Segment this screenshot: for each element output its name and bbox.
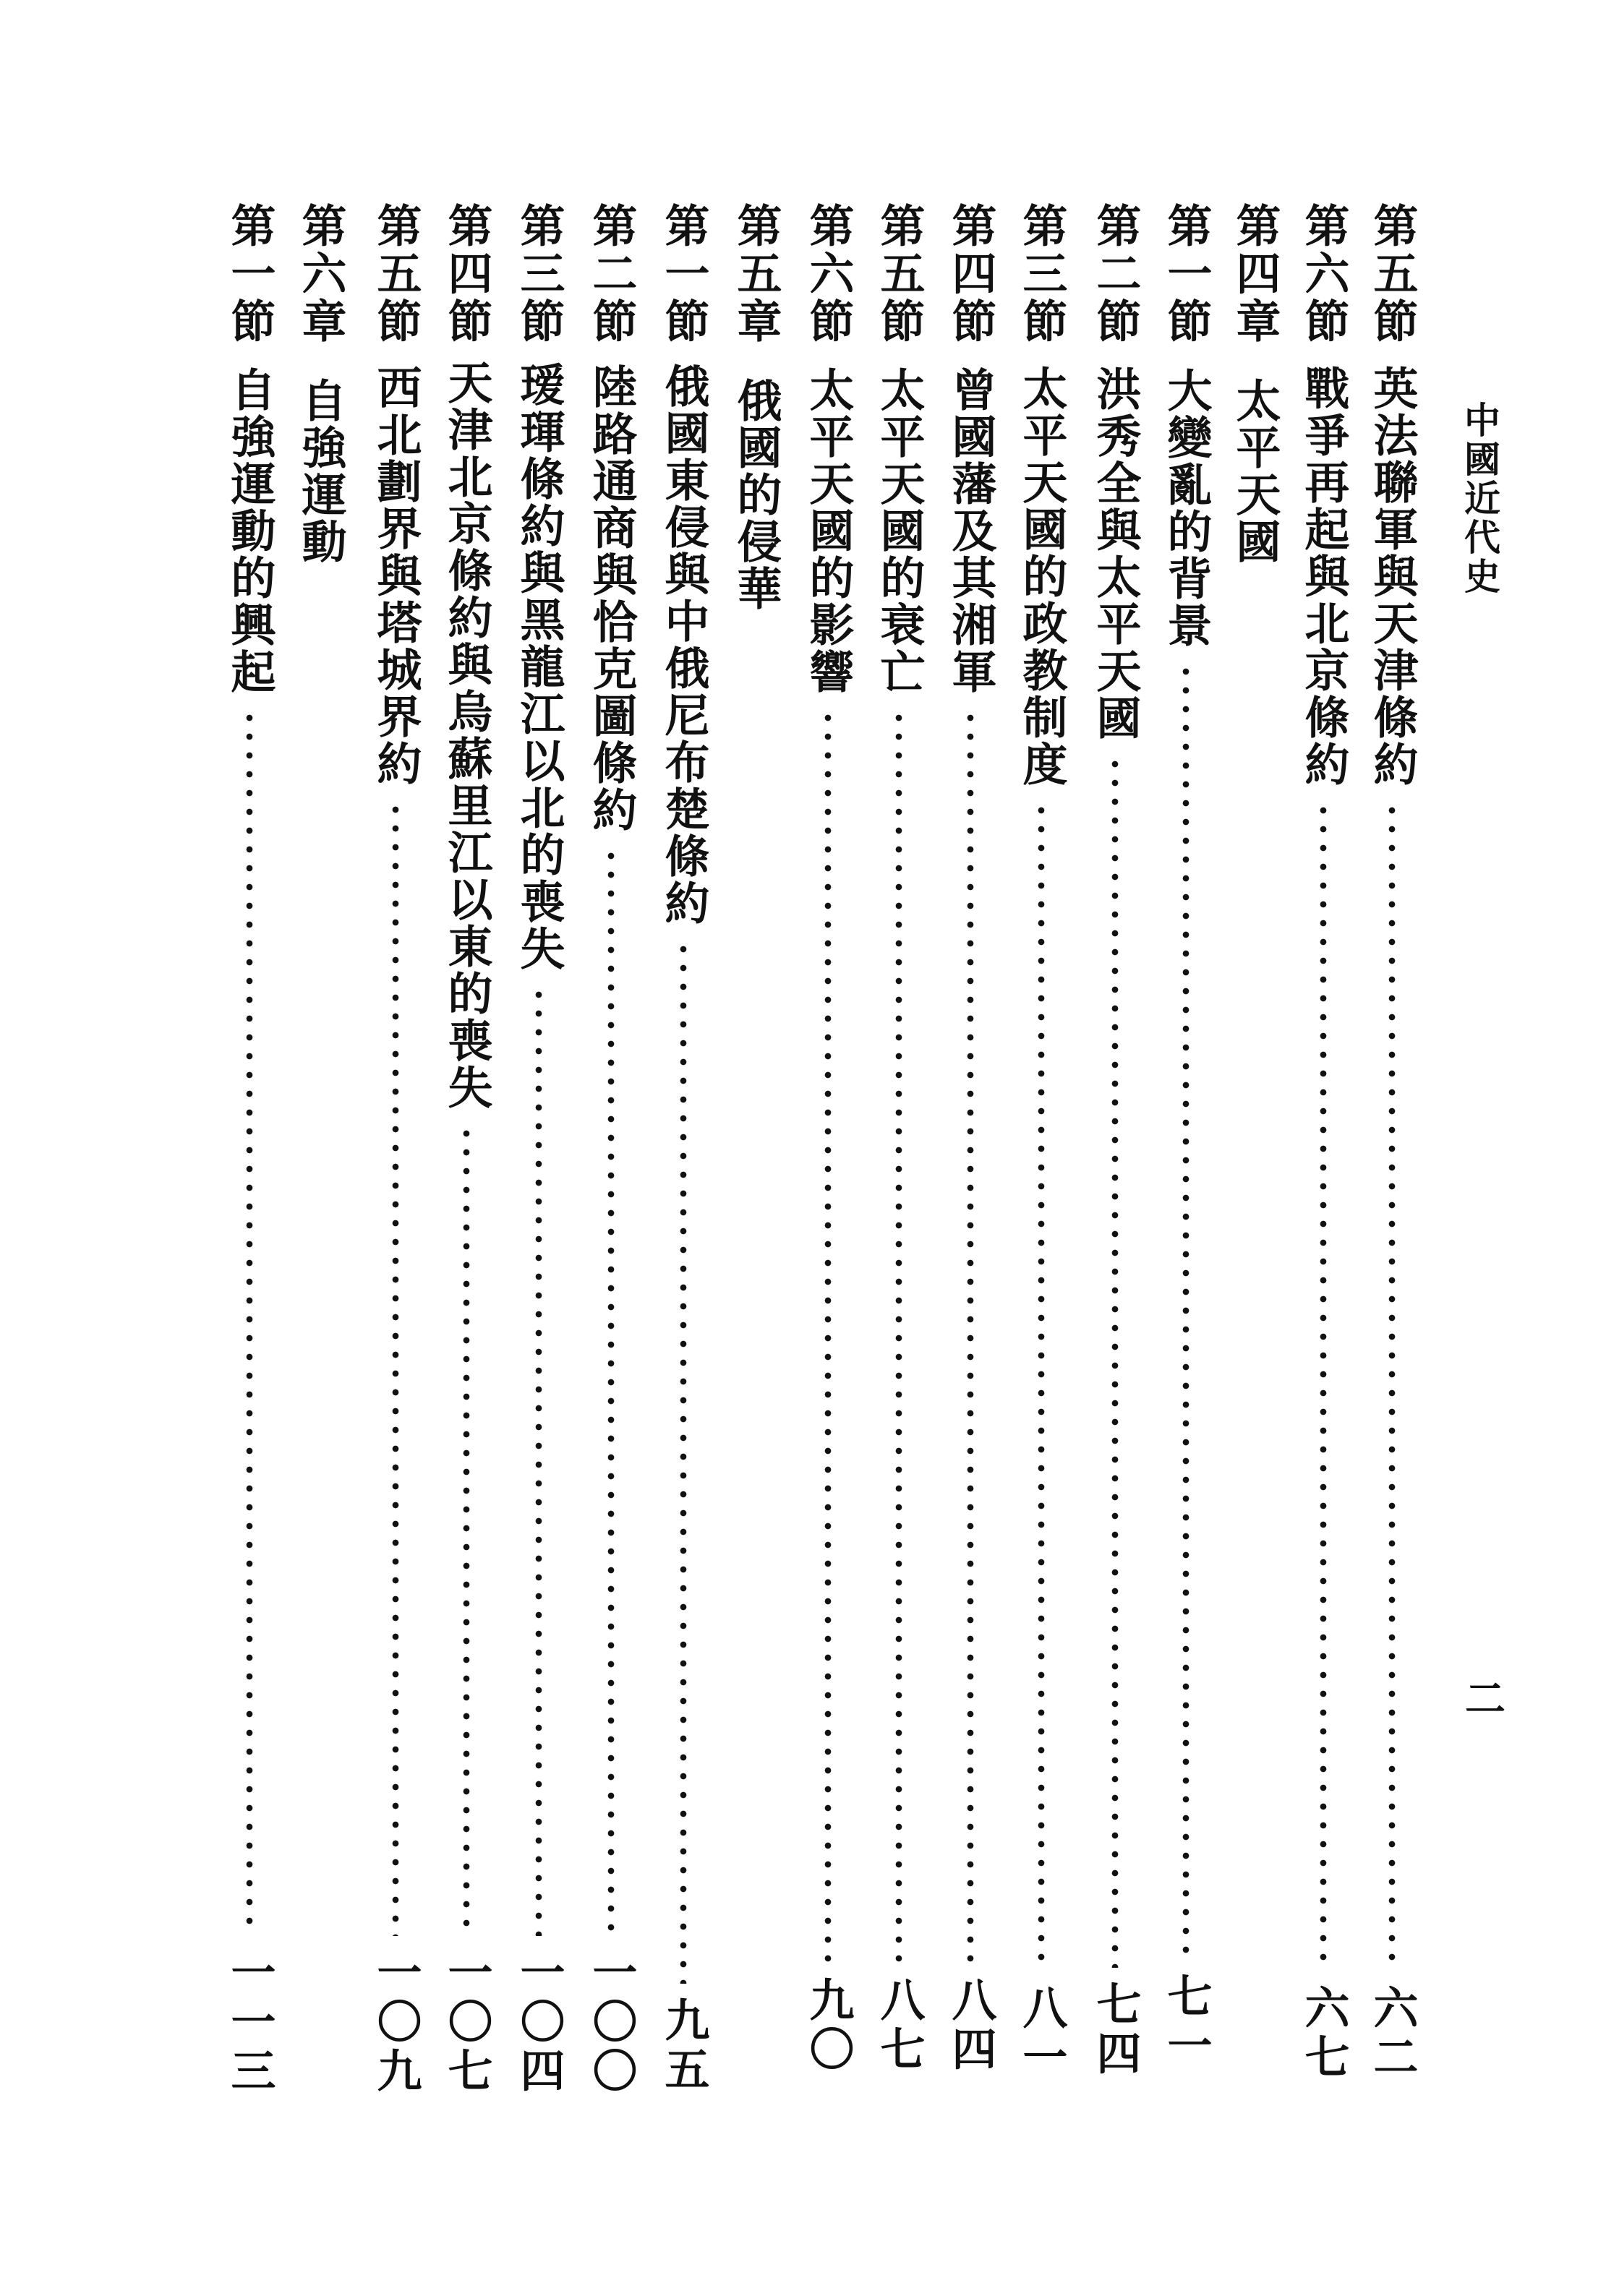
leader-dots — [244, 708, 255, 1936]
leader-dots — [1035, 801, 1047, 1971]
entry-page: 一〇九 — [369, 1949, 422, 2096]
leader-dots — [678, 940, 689, 1984]
entry-number: 第三節 — [513, 202, 565, 346]
toc-entry-3 — [1153, 202, 1218, 2096]
entry-page: 六七 — [1297, 1984, 1350, 2083]
toc-entry-7 — [866, 202, 931, 2096]
toc-entry-16 — [217, 202, 282, 2096]
entry-number: 第五節 — [873, 202, 926, 346]
entry-number: 第二節 — [1089, 202, 1142, 346]
chapter-number: 第四章 — [1229, 202, 1281, 346]
entry-page: 七四 — [1089, 1980, 1142, 2079]
entry-page: 八四 — [944, 1976, 997, 2076]
entry-page: 七一 — [1160, 1972, 1213, 2071]
entry-number: 第四節 — [440, 202, 493, 346]
entry-title: 西北劃界與塔城界約 — [369, 364, 422, 788]
entry-page: 六二 — [1366, 1984, 1419, 2083]
leader-dots — [461, 1124, 472, 1936]
chapter-title: 俄國的侵華 — [730, 377, 782, 612]
entry-number: 第六節 — [802, 202, 855, 346]
entry-number: 第一節 — [223, 202, 276, 346]
entry-title: 太平天國的政教制度 — [1015, 365, 1068, 789]
entry-title: 戰爭再起與北京條約 — [1297, 365, 1350, 789]
entry-page: 八一 — [1015, 1984, 1068, 2083]
entry-title: 陸路通商與恰克圖條約 — [585, 364, 638, 834]
toc-entry-11 — [578, 202, 644, 2096]
entry-page: 八七 — [873, 1976, 926, 2076]
chapter-number: 第六章 — [294, 202, 347, 346]
page-number: 二 — [1458, 1677, 1506, 1718]
entry-number: 第二節 — [585, 202, 638, 346]
entry-title: 瑷琿條約與黑龍江以北的喪失 — [513, 361, 565, 973]
toc-entry-12 — [506, 202, 571, 2096]
toc-chapter-6 — [288, 202, 353, 2096]
entry-number: 第一節 — [657, 202, 710, 346]
toc-chapter-4 — [1222, 202, 1287, 2096]
toc-entry-1 — [1291, 202, 1356, 2096]
entry-number: 第一節 — [1160, 202, 1213, 346]
entry-number: 第四節 — [944, 202, 997, 346]
chapter-number: 第五章 — [730, 202, 782, 346]
entry-number: 第五節 — [1366, 202, 1419, 346]
entry-page: 一〇七 — [440, 1949, 493, 2096]
running-title: 中國近代史 — [1458, 401, 1501, 596]
leader-dots — [390, 800, 401, 1936]
entry-title: 俄國東侵與中俄尼布楚條約 — [657, 363, 710, 928]
leader-dots — [822, 708, 834, 1963]
entry-number: 第五節 — [369, 202, 422, 346]
leader-dots — [1317, 801, 1329, 1971]
toc-chapter-5 — [723, 202, 788, 2096]
entry-page: 一〇四 — [513, 1949, 565, 2096]
entry-page: 一一三 — [223, 1949, 276, 2096]
leader-dots — [893, 708, 905, 1963]
leader-dots — [1386, 801, 1398, 1971]
chapter-title: 自強運動 — [294, 377, 347, 565]
toc-entry-0 — [1359, 202, 1424, 2096]
entry-title: 洪秀全與太平天國 — [1089, 366, 1142, 742]
entry-number: 第六節 — [1297, 202, 1350, 346]
toc-entry-5 — [1009, 202, 1074, 2096]
entry-page: 九〇 — [802, 1976, 855, 2076]
entry-title: 英法聯軍與天津條約 — [1366, 365, 1419, 789]
entry-number: 第三節 — [1015, 202, 1068, 346]
entry-title: 曾國藩及其湘軍 — [944, 367, 997, 696]
entry-title: 自強運動的興起 — [223, 366, 276, 695]
entry-title: 天津北京條約與烏蘇里江以東的喪失 — [440, 359, 493, 1111]
toc-entry-6 — [938, 202, 1003, 2096]
entry-title: 大變亂的背景 — [1160, 367, 1213, 650]
entry-title: 太平天國的衰亡 — [873, 367, 926, 696]
leader-dots — [1109, 755, 1121, 1968]
chapter-title: 太平天國 — [1229, 377, 1281, 565]
leader-dots — [533, 985, 544, 1936]
entry-page: 一〇〇 — [585, 1949, 638, 2096]
entry-title: 太平天國的影響 — [802, 367, 855, 696]
leader-dots — [605, 847, 617, 1936]
toc-entry-10 — [651, 202, 716, 2096]
toc-entry-14 — [363, 202, 428, 2096]
toc-entry-13 — [434, 202, 499, 2096]
leader-dots — [1180, 662, 1192, 1960]
entry-page: 九五 — [657, 1997, 710, 2096]
toc-entry-4 — [1082, 202, 1148, 2096]
leader-dots — [965, 708, 976, 1963]
toc-entry-8 — [795, 202, 860, 2096]
